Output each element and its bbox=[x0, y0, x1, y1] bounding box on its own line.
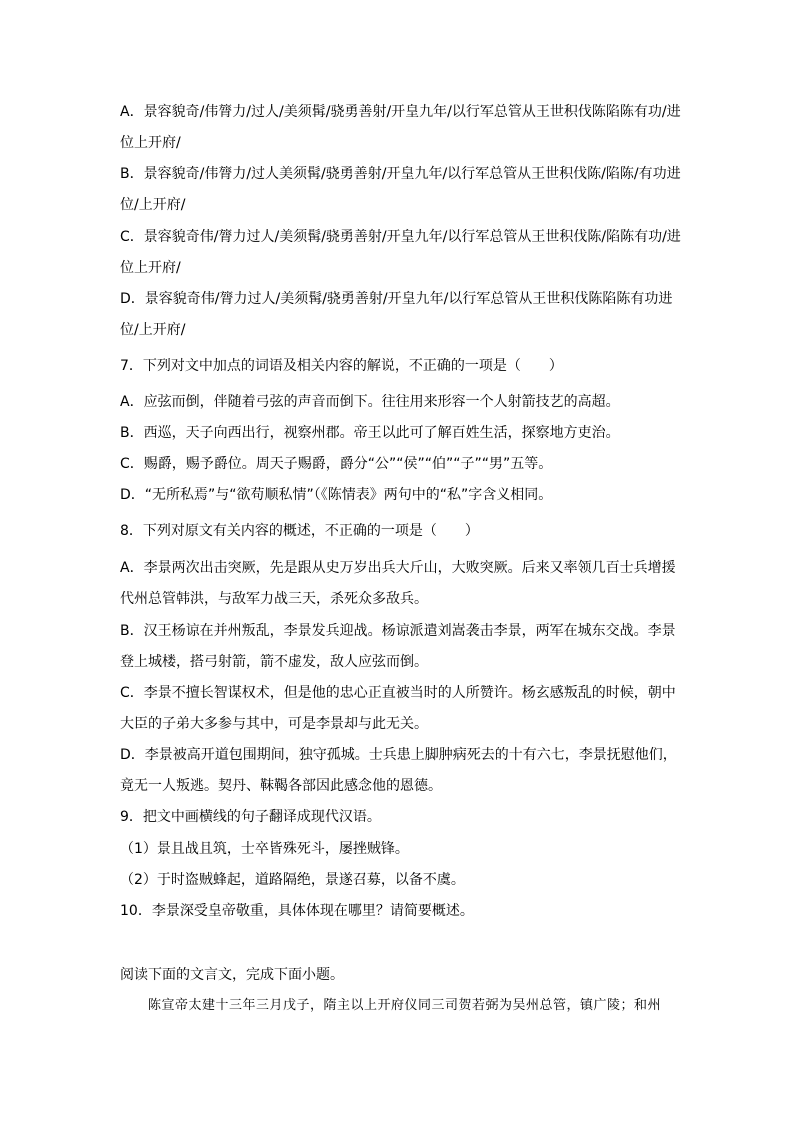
option-7d: D．“无所私焉”与“欲苟顺私情”（《陈情表》两句中的“私”字含义相同。 bbox=[120, 487, 553, 503]
option-6c-line1: C．景容貌奇伟/膂力过人/美须髯/骁勇善射/开皇九年/以行军总管从王世积伐陈/陷陈有功/进 bbox=[120, 229, 681, 245]
question-9-sentence-1: （1）景且战且筑，士卒皆殊死斗，屡挫贼锋。 bbox=[120, 841, 409, 857]
option-8a-line2: 代州总管韩洪，与敌军力战三天，杀死众多敌兵。 bbox=[120, 591, 428, 607]
option-6d-line2: 位/上开府/ bbox=[120, 322, 186, 338]
option-8b-line2: 登上城楼，搭弓射箭，箭不虚发，敌人应弦而倒。 bbox=[120, 654, 428, 670]
option-8c-line1: C．李景不擅长智谋权术，但是他的忠心正直被当时的人所赞许。杨玄感叛乱的时候，朝中 bbox=[120, 685, 676, 701]
option-7c: C．赐爵，赐予爵位。周天子赐爵，爵分“公”“侯”“伯”“子”“男”五等。 bbox=[120, 456, 553, 472]
option-8a-line1: A．李景两次出击突厥，先是跟从史万岁出兵大斤山，大败突厥。后来又率领几百士兵增援 bbox=[120, 560, 676, 576]
option-8d-line2: 竟无一人叛逃。契丹、靺鞨各部因此感念他的恩德。 bbox=[120, 778, 442, 794]
question-9: 9．把文中画横线的句子翻译成现代汉语。 bbox=[120, 809, 381, 825]
option-6d-line1: D．景容貌奇伟/膂力过人/美须髯/骁勇善射/开皇九年/以行军总管从王世积伐陈陷陈有功进 bbox=[120, 291, 673, 307]
option-7b: B．西巡，天子向西出行，视察州郡。帝王以此可了解百姓生活，探察地方吏治。 bbox=[120, 425, 620, 441]
option-8c-line2: 大臣的子弟大多参与其中，可是李景却与此无关。 bbox=[120, 716, 428, 732]
question-8: 8．下列对原文有关内容的概述，不正确的一项是（ ） bbox=[120, 523, 479, 539]
reading-instruction: 阅读下面的文言文，完成下面小题。 bbox=[120, 967, 344, 983]
option-8d-line1: D．李景被高开道包围期间，独守孤城。士兵患上脚肿病死去的十有六七，李景抚慰他们， bbox=[120, 747, 677, 763]
option-7a: A．应弦而倒，伴随着弓弦的声音而倒下。往往用来形容一个人射箭技艺的高超。 bbox=[120, 394, 620, 410]
option-6a-line2: 位上开府/ bbox=[120, 135, 181, 151]
option-6b-line1: B．景容貌奇/伟膂力/过人美须髯/骁勇善射/开皇九年/以行军总管从王世积伐陈/陷陈/有功进 bbox=[120, 166, 681, 182]
option-8b-line1: B．汉王杨谅在并州叛乱，李景发兵迎战。杨谅派遣刘嵩袭击李景，两军在城东交战。李景 bbox=[120, 623, 676, 639]
passage-first-line: 陈宣帝太建十三年三月戊子，隋主以上开府仪同三司贺若弼为吴州总管，镇广陵；和州 bbox=[148, 998, 662, 1013]
option-6a-line1: A．景容貌奇/伟膂力/过人/美须髯/骁勇善射/开皇九年/以行军总管从王世积伐陈陷陈有功/进 bbox=[120, 104, 681, 120]
question-9-sentence-2: （2）于时盗贼蜂起，道路隔绝，景遂召募，以备不虞。 bbox=[120, 872, 465, 888]
option-6c-line2: 位上开府/ bbox=[120, 260, 181, 276]
question-10: 10．李景深受皇帝敬重，具体体现在哪里？请简要概述。 bbox=[120, 903, 474, 919]
question-7: 7．下列对文中加点的词语及相关内容的解说，不正确的一项是（ ） bbox=[120, 358, 563, 374]
option-6b-line2: 位/上开府/ bbox=[120, 197, 186, 213]
